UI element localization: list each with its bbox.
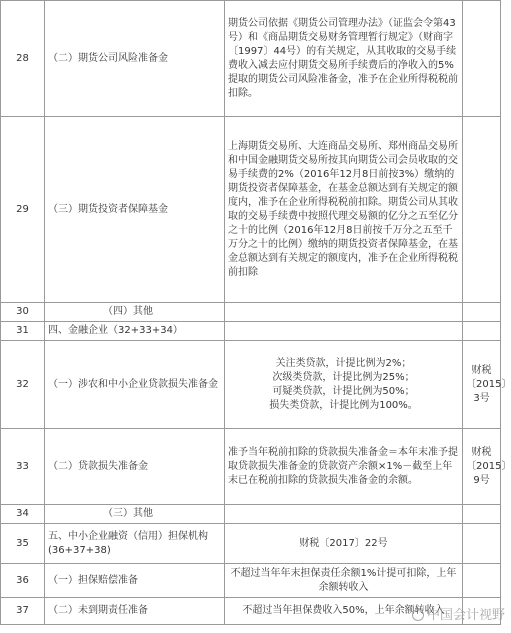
row-description: 准予当年税前扣除的贷款损失准备金＝本年末准予提取贷款损失准备金的贷款资产余额×1%－截至上年末已在税前扣除的贷款损失准备金的余额。 (225, 429, 463, 505)
row-description (225, 505, 463, 524)
row-item: （二）贷款损失准备金 (45, 429, 225, 505)
table-row (1, 341, 501, 429)
table-row (1, 303, 501, 322)
row-number: 28 (1, 1, 45, 117)
row-basis: 财税〔2015〕3号 (463, 341, 501, 429)
table-row (1, 117, 501, 303)
row-item: 五、中小企业融资（信用）担保机构(36+37+38) (45, 524, 225, 564)
row-number: 31 (1, 322, 45, 341)
row-description: 财税〔2017〕22号 (225, 524, 463, 564)
row-number: 34 (1, 505, 45, 524)
table-row (1, 564, 501, 598)
row-description: 上海期货交易所、大连商品交易所、郑州商品交易所和中国金融期货交易所按其向期货公司会员收取的交易手续费的2%（2016年12月8日前按3%）缴纳的期货投资者保障基金，在基金总额达到有关规定的额度内，准予在企业所得税税前扣除。期货公司从其收取的交易手续费中按照代理交易额的亿分之五至亿分之十的比例（2016年12月8日前按千万分之五至千万分之十的比例）缴纳的期货投资者保障基金，在基金总额达到有关规定的额度内，准予在企业所得税税前扣除 (225, 117, 463, 303)
row-item: 四、金融企业（32+33+34） (45, 322, 225, 341)
table-row (1, 505, 501, 524)
row-item: （一）涉农和中小企业贷款损失准备金 (45, 341, 225, 429)
table-row (1, 1, 501, 117)
row-number: 32 (1, 341, 45, 429)
row-item: （二）未到期责任准备 (45, 598, 225, 625)
table-row (1, 429, 501, 505)
row-description: 不超过当年担保费收入50%，上年余额转收入 (225, 598, 463, 625)
row-basis: 财税〔2015〕9号 (463, 429, 501, 505)
row-basis (463, 505, 501, 524)
row-description: 不超过当年年末担保责任余额1%计提可扣除，上年余额转收入 (225, 564, 463, 598)
row-basis (463, 117, 501, 303)
row-basis (463, 564, 501, 598)
row-description: 关注类贷款，计提比例为2%； 次级类贷款，计提比例为25%； 可疑类贷款，计提比例为50%； 损失类贷款，计提比例为100%。 (225, 341, 463, 429)
table-row (1, 524, 501, 564)
row-description (225, 322, 463, 341)
row-basis (463, 1, 501, 117)
row-item: （一）担保赔偿准备 (45, 564, 225, 598)
row-basis (463, 322, 501, 341)
row-description (225, 303, 463, 322)
row-basis (463, 524, 501, 564)
row-number: 36 (1, 564, 45, 598)
row-number: 35 (1, 524, 45, 564)
row-number: 37 (1, 598, 45, 625)
watermark-text: 中国会计视野 (426, 608, 505, 623)
row-item: （四）其他 (45, 303, 225, 322)
row-item: （三）其他 (45, 505, 225, 524)
table-row (1, 322, 501, 341)
row-number: 30 (1, 303, 45, 322)
row-item: （二）期货公司风险准备金 (45, 1, 225, 117)
table-row (1, 598, 501, 625)
row-number: 29 (1, 117, 45, 303)
row-basis (463, 598, 501, 625)
row-number: 33 (1, 429, 45, 505)
row-item: （三）期货投资者保障基金 (45, 117, 225, 303)
row-description: 期货公司依据《期货公司管理办法》（证监会令第43号）和《商品期货交易财务管理暂行规定》（财商字〔1997〕44号）的有关规定，从其收取的交易手续费收入减去应付期货交易所手续费后的净收入的5%提取的期货公司风险准备金，准予在企业所得税税前扣除。 (225, 1, 463, 117)
row-basis (463, 303, 501, 322)
